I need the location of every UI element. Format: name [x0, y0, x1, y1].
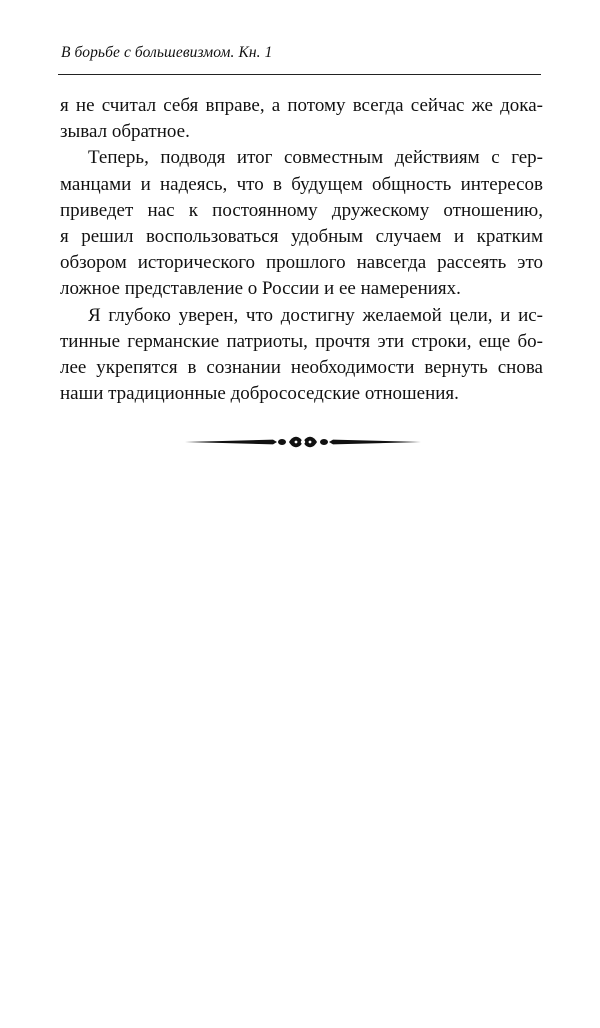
text-line: манцами и надеясь, что в будущем общность интересов [60, 173, 543, 195]
text-line: тинные германские патриоты, прочтя эти строки, еще бо- [60, 330, 543, 352]
text-line: я решил воспользоваться удобным случаем и кратким [60, 225, 543, 247]
header-rule [58, 74, 541, 75]
text-line: зывал обратное. [60, 121, 190, 143]
text-line: обзором исторического прошлого навсегда рассеять это [60, 252, 543, 274]
body-text [60, 93, 543, 407]
text-line: наши традиционные добрососедские отношения. [60, 383, 459, 405]
text-line: Теперь, подводя итог совместным действиям с гер- [88, 147, 543, 169]
text-line: я не считал себя вправе, а потому всегда сейчас же дока- [60, 95, 543, 116]
text-line: лее укрепятся в сознании необходимости вернуть снова [60, 356, 543, 378]
text-line: ложное представление о России и ее намерениях. [60, 278, 461, 300]
text-line: приведет нас к постоянному дружескому отношению, [60, 199, 543, 221]
text-line: Я глубоко уверен, что достигну желаемой цели, и ис- [88, 304, 543, 326]
running-head: В борьбе с большевизмом. Кн. 1 [61, 44, 273, 61]
decorative-divider-icon [185, 432, 421, 452]
